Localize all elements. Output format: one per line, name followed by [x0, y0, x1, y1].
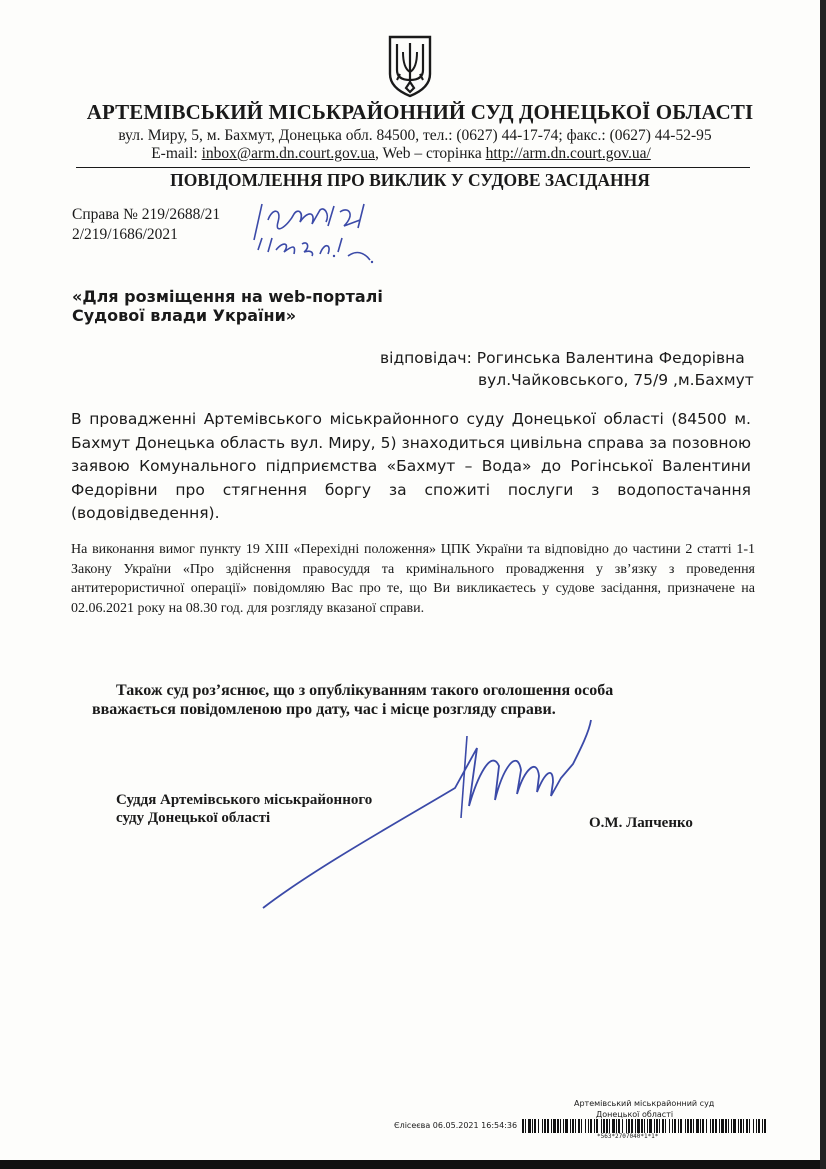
- judge-name: О.М. Лапченко: [589, 815, 693, 831]
- judge-title-line2: суду Донецької області: [116, 810, 271, 826]
- clarification-paragraph: [92, 681, 745, 719]
- judge-signature: [255, 718, 595, 913]
- court-address: вул. Миру, 5, м. Бахмут, Донецька обл. 84500, тел.: (0627) 44-17-74; факс.: (0627) 44-52-95: [118, 127, 712, 144]
- summons-paragraph: На виконання вимог пункту 19 XIII «Перехідні положення» ЦПК України та відповідно до частини 2 статті 1-1 Закону України «Про здійснення правосуддя та кримінального провадження у зв’язку з проведення антитерористичної операції» повідомляю Вас про те, що Ви викликаєтесь у судове засідання, призначене на 02.06.2021 року на 08.30 год. для розгляду вказаної справи.: [71, 542, 755, 616]
- portal-note-line1: «Для розміщення на web-порталі: [72, 287, 383, 306]
- notice-title: ПОВІДОМЛЕННЯ ПРО ВИКЛИК У СУДОВЕ ЗАСІДАННЯ: [170, 170, 650, 190]
- court-name: АРТЕМІВСЬКИЙ МІСЬКРАЙОННИЙ СУД ДОНЕЦЬКОЇ ОБЛАСТІ: [86, 100, 754, 124]
- judge-title-line1: Суддя Артемівського міськрайонного: [116, 792, 373, 808]
- registration-barcode: [522, 1119, 766, 1133]
- clarification-line1: Також суд роз’яснює, що з опублікуванням такого оголошення особа: [116, 682, 614, 699]
- website-link[interactable]: http://arm.dn.court.gov.ua/: [485, 145, 651, 162]
- registration-stamp-registrar: Єлісеєва 06.05.2021 16:54:36: [394, 1121, 518, 1130]
- email-label: E-mail:: [151, 145, 202, 162]
- respondent-address: вул.Чайковського, 75/9 ,м.Бахмут: [478, 371, 754, 389]
- portal-note-line2: Судової влади України»: [72, 306, 297, 325]
- handwritten-registration-mark: [248, 200, 378, 268]
- barcode-number: *563*2707040*1*1*: [597, 1133, 659, 1140]
- web-label: , Web – сторінка: [375, 145, 486, 162]
- case-number: Справа № 219/2688/21: [72, 206, 221, 223]
- scan-bottom-edge: [0, 1160, 826, 1169]
- email-link[interactable]: inbox@arm.dn.court.gov.ua: [201, 145, 375, 162]
- proceeding-number: 2/219/1686/2021: [72, 226, 178, 243]
- case-description-paragraph: В провадженні Артемівського міськрайонного суду Донецької області (84500 м. Бахмут Донецька область вул. Миру, 5) знаходиться цивільна справа за позовною заявою Комунального підприємства «Бахмут – Вода» до Рогінської Валентини Федорівни про стягнення боргу за спожиті послуги з водопостачання (водовідведення).: [71, 410, 751, 522]
- court-contacts: [30, 145, 772, 163]
- trident-emblem-icon: [386, 34, 434, 98]
- clarification-line2: вважається повідомленою про дату, час і місце розгляду справи.: [92, 701, 556, 718]
- scan-right-edge: [820, 0, 826, 1169]
- registration-stamp-org-line2: Донецької області: [596, 1110, 674, 1119]
- respondent-name: відповідач: Рогинська Валентина Федорівна: [380, 349, 745, 367]
- registration-stamp-org-line1: Артемівський міськрайонний суд: [574, 1099, 715, 1108]
- header-divider: [76, 167, 750, 168]
